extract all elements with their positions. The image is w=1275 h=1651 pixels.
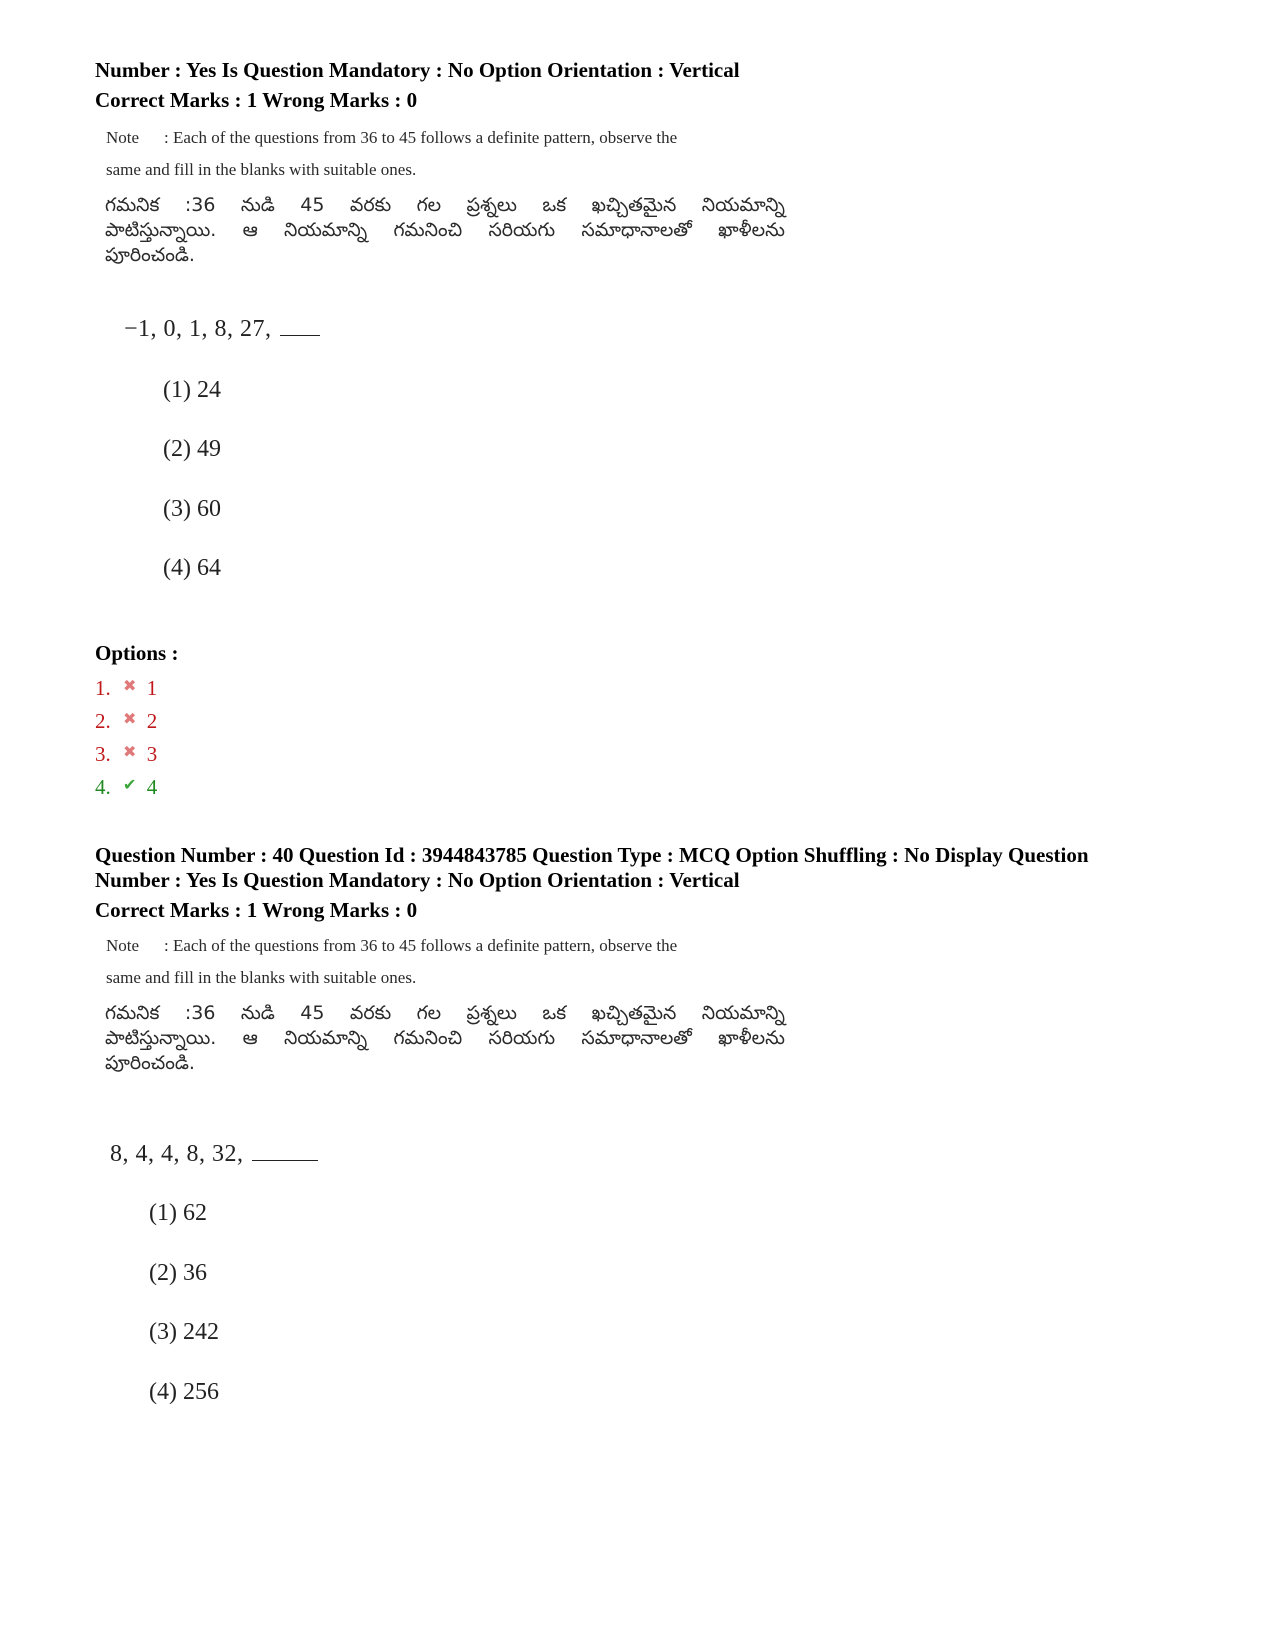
marks-line: Correct Marks : 1 Wrong Marks : 0 — [95, 898, 418, 922]
answer-blank — [252, 1142, 318, 1161]
answer-choice: (3) 60 — [163, 496, 221, 522]
question-meta-line: Number : Yes Is Question Mandatory : No Option Orientation : Vertical — [95, 58, 740, 82]
note-text: : Each of the questions from 36 to 45 follows a definite pattern, observe the — [164, 128, 678, 147]
option-number: 1. — [95, 676, 111, 700]
cross-icon: ✖ — [123, 744, 137, 761]
answer-choice: (1) 24 — [163, 377, 221, 403]
note-telugu-line: పూరించండి. — [105, 244, 195, 266]
note-english-line2: same and fill in the blanks with suitable ones. — [106, 160, 417, 179]
answer-choice: (1) 62 — [149, 1200, 207, 1226]
note-english — [106, 935, 677, 957]
note-telugu-line: పాటిస్తున్నాయి. ఆ నియమాన్ని గమనించి సరియగు సమాధానాలతో ఖాళీలను — [105, 219, 785, 241]
note-english — [106, 127, 677, 149]
note-telugu-line: గమనిక :36 నుడి 45 వరకు గల ప్రశ్నలు ఒక ఖచ్చితమైన నియమాన్ని — [105, 194, 785, 216]
option-value: 4 — [146, 775, 158, 799]
option-value: 3 — [146, 742, 158, 766]
answer-choice: (2) 49 — [163, 436, 221, 462]
answer-choice: (2) 36 — [149, 1260, 207, 1286]
option-value: 2 — [146, 709, 158, 733]
note-text: : Each of the questions from 36 to 45 follows a definite pattern, observe the — [164, 936, 678, 955]
note-telugu-line: గమనిక :36 నుడి 45 వరకు గల ప్రశ్నలు ఒక ఖచ్చితమైన నియమాన్ని — [105, 1002, 785, 1024]
answer-choice: (4) 256 — [149, 1379, 219, 1405]
option-row — [95, 740, 157, 767]
cross-icon: ✖ — [123, 711, 137, 728]
number-sequence — [110, 1141, 318, 1168]
answer-choice: (4) 64 — [163, 555, 221, 581]
note-english-line2: same and fill in the blanks with suitable ones. — [106, 968, 417, 987]
option-number: 4. — [95, 775, 111, 799]
option-row-correct — [95, 773, 157, 800]
sequence-text: −1, 0, 1, 8, 27, — [124, 316, 272, 342]
note-label: Note — [106, 128, 140, 147]
option-row — [95, 707, 157, 734]
note-telugu — [105, 193, 785, 268]
question-meta-line: Number : Yes Is Question Mandatory : No Option Orientation : Vertical — [95, 868, 740, 892]
question-meta-line: Question Number : 40 Question Id : 3944843785 Question Type : MCQ Option Shuffling : No Display Question — [95, 843, 1089, 867]
option-value: 1 — [146, 676, 158, 700]
note-telugu-line: పాటిస్తున్నాయి. ఆ నియమాన్ని గమనించి సరియగు సమాధానాలతో ఖాళీలను — [105, 1027, 785, 1049]
answer-blank — [280, 317, 320, 336]
note-label: Note — [106, 936, 140, 955]
option-row — [95, 674, 157, 701]
number-sequence — [124, 316, 320, 343]
cross-icon: ✖ — [123, 678, 137, 695]
answer-choice: (3) 242 — [149, 1319, 219, 1345]
options-title: Options : — [95, 641, 179, 665]
check-icon: ✔ — [123, 777, 137, 794]
option-number: 3. — [95, 742, 111, 766]
marks-line: Correct Marks : 1 Wrong Marks : 0 — [95, 88, 418, 112]
sequence-text: 8, 4, 4, 8, 32, — [110, 1141, 244, 1167]
note-telugu-line: పూరించండి. — [105, 1052, 195, 1074]
option-number: 2. — [95, 709, 111, 733]
note-telugu — [105, 1001, 785, 1076]
